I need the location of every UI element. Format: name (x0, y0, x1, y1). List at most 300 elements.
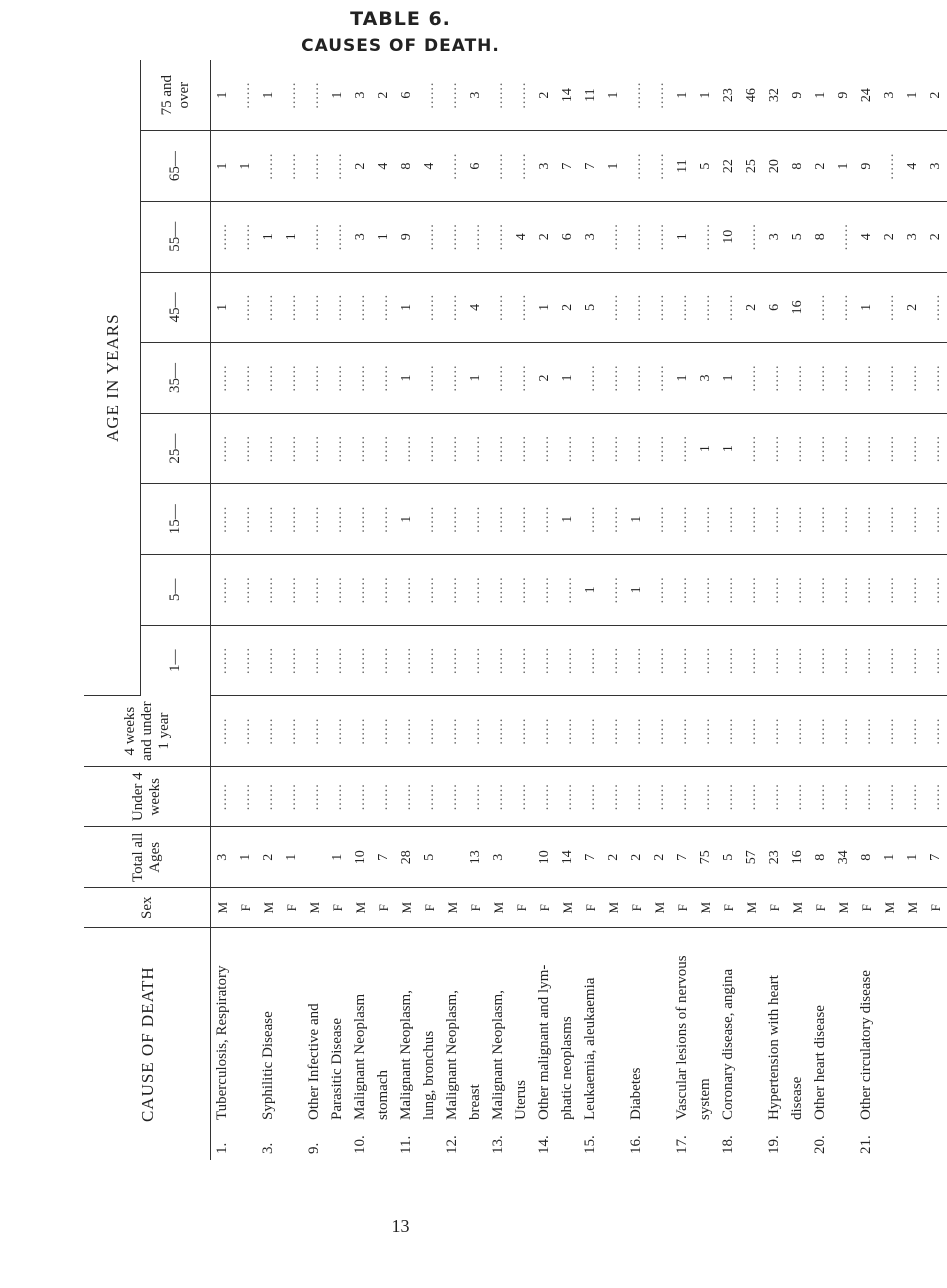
cause-cell (234, 928, 257, 1160)
age-value-cell: ...... (878, 413, 901, 484)
sex-cell: M (349, 888, 372, 928)
age-value-cell: 11 (671, 131, 694, 202)
age-value-cell: ...... (832, 201, 855, 272)
empty-cell: ...... (855, 766, 878, 827)
table-subtitle: CAUSES OF DEATH. (301, 36, 500, 56)
age-value-cell: 23 (717, 60, 740, 131)
table-row (441, 60, 464, 1160)
age-value-cell: ...... (602, 272, 625, 343)
age-value-cell: ...... (303, 625, 326, 696)
age-value-cell: ...... (257, 625, 280, 696)
age-value-cell: ...... (602, 555, 625, 626)
table-row (717, 60, 740, 1160)
total-cell: 7 (924, 827, 947, 888)
age-value-cell: ...... (763, 625, 786, 696)
age-value-cell: 1 (671, 60, 694, 131)
age-value-cell: 4 (418, 131, 441, 202)
age-value-cell: 2 (556, 272, 579, 343)
cause-cell (786, 928, 809, 1160)
age-value-cell: ...... (372, 413, 395, 484)
age-value-cell: 3 (349, 201, 372, 272)
age-value-cell: 5 (786, 201, 809, 272)
table-row (326, 60, 349, 1160)
empty-cell: ...... (717, 696, 740, 767)
cause-label: Malignant Neoplasm, (398, 990, 414, 1120)
age-value-cell: ...... (740, 625, 763, 696)
age-value-cell: ...... (280, 484, 303, 555)
cause-label: breast (467, 1084, 483, 1120)
age-value-cell: 16 (786, 272, 809, 343)
cause-cell (487, 928, 510, 1160)
age-value-cell: ...... (579, 413, 602, 484)
age-value-cell: ...... (326, 272, 349, 343)
sex-cell: F (280, 888, 303, 928)
total-cell: 2 (648, 827, 671, 888)
age-value-cell: 1 (809, 60, 832, 131)
cause-number: 20. (812, 1135, 828, 1154)
cause-label: Other malignant and lym- (536, 964, 552, 1120)
cause-label: phatic neoplasms (559, 1016, 575, 1120)
age-value-cell: ...... (809, 555, 832, 626)
age-value-cell: ...... (671, 625, 694, 696)
age-value-cell: 8 (809, 201, 832, 272)
age-value-cell: ...... (602, 201, 625, 272)
age-value-cell: ...... (694, 272, 717, 343)
empty-cell: ...... (349, 696, 372, 767)
cause-label: Other heart disease (812, 1005, 828, 1120)
age-value-cell: 7 (579, 131, 602, 202)
age-value-cell: ...... (510, 343, 533, 414)
empty-cell: ...... (326, 696, 349, 767)
empty-cell: ...... (441, 696, 464, 767)
cause-cell (372, 928, 395, 1160)
age-value-cell: ...... (211, 201, 235, 272)
age-value-cell: ...... (211, 555, 235, 626)
age-value-cell: 1 (533, 272, 556, 343)
age-value-cell: ...... (625, 201, 648, 272)
age-value-cell: ...... (602, 413, 625, 484)
age-value-cell: 1 (211, 60, 235, 131)
age-value-cell: ...... (487, 484, 510, 555)
age-value-cell: 1 (717, 413, 740, 484)
age-value-cell: ...... (740, 484, 763, 555)
age-value-cell: ...... (487, 343, 510, 414)
age-value-cell: ...... (648, 201, 671, 272)
age-value-cell: ...... (464, 625, 487, 696)
age-value-cell: 2 (740, 272, 763, 343)
total-cell: 57 (740, 827, 763, 888)
age-value-cell: ...... (832, 555, 855, 626)
age-value-cell: ...... (533, 413, 556, 484)
empty-cell: ...... (533, 766, 556, 827)
table-row (740, 60, 763, 1160)
empty-cell: ...... (602, 766, 625, 827)
cause-number: 19. (766, 1135, 782, 1154)
empty-cell: ...... (625, 696, 648, 767)
age-value-cell: ...... (349, 625, 372, 696)
age-value-cell: ...... (832, 484, 855, 555)
age-value-cell: 1 (579, 555, 602, 626)
age-value-cell: ...... (234, 272, 257, 343)
table-row (878, 60, 901, 1160)
table-row (211, 60, 235, 1160)
age-value-cell: ...... (372, 343, 395, 414)
empty-cell: ...... (326, 766, 349, 827)
age-value-cell: ...... (418, 413, 441, 484)
age-value-cell: ...... (326, 343, 349, 414)
table-row (809, 60, 832, 1160)
age-value-cell: ...... (671, 484, 694, 555)
age-value-cell: ...... (280, 131, 303, 202)
age-value-cell: ...... (648, 413, 671, 484)
cause-label: Syphilitic Disease (260, 1011, 276, 1120)
sex-cell: M (257, 888, 280, 928)
age-value-cell: 8 (786, 131, 809, 202)
age-header-0: 1— (141, 625, 211, 696)
age-header-5: 45— (141, 272, 211, 343)
total-cell: 1 (878, 827, 901, 888)
table-row (556, 60, 579, 1160)
cause-number: 16. (628, 1135, 644, 1154)
age-value-cell: ...... (625, 131, 648, 202)
age-value-cell: ...... (464, 484, 487, 555)
total-cell (510, 827, 533, 888)
sex-cell: F (234, 888, 257, 928)
cause-cell (763, 928, 786, 1160)
age-value-cell: ...... (211, 625, 235, 696)
total-cell: 34 (832, 827, 855, 888)
age-value-cell: ...... (487, 272, 510, 343)
4-weeks-under-1-year-header: 4 weeks and under 1 year (84, 696, 211, 767)
table-row (671, 60, 694, 1160)
cause-label: stomach (375, 1070, 391, 1120)
cause-cell (303, 928, 326, 1160)
age-value-cell: ...... (395, 413, 418, 484)
age-value-cell: 4 (901, 131, 924, 202)
empty-cell: ...... (487, 766, 510, 827)
age-value-cell: 1 (717, 343, 740, 414)
age-value-cell: ...... (740, 555, 763, 626)
table-row (786, 60, 809, 1160)
total-header: Total all Ages (84, 827, 211, 888)
sex-cell: M (740, 888, 763, 928)
empty-cell: ...... (487, 696, 510, 767)
empty-cell: ...... (280, 766, 303, 827)
age-value-cell: ...... (579, 343, 602, 414)
empty-cell: ...... (786, 766, 809, 827)
age-value-cell: 1 (211, 131, 235, 202)
age-header-7: 65— (141, 131, 211, 202)
age-value-cell: ...... (740, 413, 763, 484)
cause-cell (464, 928, 487, 1160)
cause-cell (671, 928, 694, 1160)
cause-label: Malignant Neoplasm (352, 993, 368, 1120)
empty-cell: ...... (694, 766, 717, 827)
age-value-cell: 6 (763, 272, 786, 343)
cause-number: 13. (490, 1135, 506, 1154)
empty-cell: ...... (924, 696, 947, 767)
age-in-years-header: AGE IN YEARS (84, 60, 141, 696)
cause-cell (855, 928, 878, 1160)
age-value-cell: 2 (533, 343, 556, 414)
empty-cell: ...... (740, 766, 763, 827)
age-header-1: 5— (141, 555, 211, 626)
age-value-cell: ...... (418, 484, 441, 555)
cause-cell (280, 928, 303, 1160)
total-cell: 3 (211, 827, 235, 888)
age-value-cell: ...... (717, 484, 740, 555)
age-value-cell: ...... (303, 201, 326, 272)
total-cell: 5 (418, 827, 441, 888)
sex-cell: M (303, 888, 326, 928)
age-value-cell: ...... (257, 272, 280, 343)
sex-cell: M (786, 888, 809, 928)
cause-number: 9. (306, 1142, 322, 1154)
cause-cell (441, 928, 464, 1160)
age-value-cell: ...... (326, 625, 349, 696)
age-value-cell: ...... (372, 625, 395, 696)
age-value-cell: ...... (924, 555, 947, 626)
cause-label: system (697, 1078, 713, 1120)
empty-cell: ...... (763, 766, 786, 827)
age-value-cell: 46 (740, 60, 763, 131)
cause-cell (625, 928, 648, 1160)
age-value-cell: 11 (579, 60, 602, 131)
total-cell: 1 (901, 827, 924, 888)
age-value-cell: ...... (464, 555, 487, 626)
table-row (832, 60, 855, 1160)
age-value-cell: 1 (602, 131, 625, 202)
age-value-cell: ...... (303, 484, 326, 555)
total-cell: 1 (234, 827, 257, 888)
empty-cell: ...... (211, 696, 235, 767)
age-value-cell: ...... (326, 131, 349, 202)
total-cell: 75 (694, 827, 717, 888)
empty-cell: ...... (878, 766, 901, 827)
age-value-cell: 9 (855, 131, 878, 202)
age-value-cell: ...... (786, 413, 809, 484)
age-value-cell: ...... (855, 625, 878, 696)
age-value-cell: ...... (855, 343, 878, 414)
cause-cell (418, 928, 441, 1160)
total-cell: 14 (556, 827, 579, 888)
age-value-cell: ...... (303, 343, 326, 414)
age-value-cell: ...... (441, 131, 464, 202)
age-value-cell: ...... (510, 131, 533, 202)
age-value-cell: 1 (671, 201, 694, 272)
age-value-cell: 3 (924, 131, 947, 202)
age-value-cell: 3 (763, 201, 786, 272)
age-value-cell: ...... (326, 555, 349, 626)
age-value-cell: 3 (579, 201, 602, 272)
age-value-cell: ...... (625, 625, 648, 696)
sex-cell: F (510, 888, 533, 928)
table-row (418, 60, 441, 1160)
empty-cell: ...... (579, 696, 602, 767)
age-header-2: 15— (141, 484, 211, 555)
cause-label: Hypertension with heart (766, 975, 782, 1120)
age-value-cell: 3 (349, 60, 372, 131)
age-value-cell: 2 (533, 60, 556, 131)
age-value-cell: 5 (579, 272, 602, 343)
age-value-cell: ...... (648, 272, 671, 343)
total-cell: 8 (809, 827, 832, 888)
sex-cell: M (441, 888, 464, 928)
age-value-cell: ...... (763, 484, 786, 555)
age-value-cell: 1 (855, 272, 878, 343)
cause-label: Diabetes (628, 1067, 644, 1120)
empty-cell: ...... (625, 766, 648, 827)
age-value-cell: 1 (372, 201, 395, 272)
age-value-cell: 24 (855, 60, 878, 131)
age-value-cell: ...... (717, 272, 740, 343)
age-value-cell: ...... (763, 343, 786, 414)
cause-cell (395, 928, 418, 1160)
cause-header: CAUSE OF DEATH (84, 928, 211, 1160)
total-cell: 7 (372, 827, 395, 888)
total-cell: 28 (395, 827, 418, 888)
empty-cell: ...... (349, 766, 372, 827)
age-value-cell: ...... (349, 272, 372, 343)
empty-cell: ...... (418, 766, 441, 827)
age-value-cell: 8 (395, 131, 418, 202)
total-cell: 3 (487, 827, 510, 888)
age-value-cell: ...... (901, 413, 924, 484)
age-value-cell: 10 (717, 201, 740, 272)
empty-cell: ...... (372, 696, 395, 767)
age-value-cell: ...... (832, 413, 855, 484)
cause-cell (579, 928, 602, 1160)
total-cell: 1 (280, 827, 303, 888)
cause-label: Other Infective and (306, 1003, 322, 1120)
age-value-cell: ...... (487, 555, 510, 626)
empty-cell: ...... (924, 766, 947, 827)
age-value-cell: ...... (418, 343, 441, 414)
age-value-cell: ...... (395, 625, 418, 696)
age-value-cell: 1 (326, 60, 349, 131)
table-row (763, 60, 786, 1160)
cause-cell (211, 928, 235, 1160)
age-value-cell: ...... (234, 60, 257, 131)
empty-cell: ...... (280, 696, 303, 767)
age-value-cell: 1 (671, 343, 694, 414)
age-value-cell: ...... (257, 131, 280, 202)
empty-cell: ...... (556, 766, 579, 827)
age-value-cell: ...... (510, 272, 533, 343)
age-value-cell: 1 (625, 555, 648, 626)
sex-cell: F (763, 888, 786, 928)
cause-number: 15. (582, 1135, 598, 1154)
empty-cell: ...... (441, 766, 464, 827)
table-row (349, 60, 372, 1160)
age-value-cell: ...... (395, 555, 418, 626)
age-value-cell: ...... (671, 413, 694, 484)
age-value-cell: ...... (234, 555, 257, 626)
age-value-cell: ...... (924, 272, 947, 343)
age-value-cell: ...... (556, 625, 579, 696)
age-value-cell: ...... (487, 201, 510, 272)
table-row (510, 60, 533, 1160)
empty-cell: ...... (257, 766, 280, 827)
age-value-cell: 1 (211, 272, 235, 343)
age-value-cell: 4 (464, 272, 487, 343)
age-value-cell: ...... (809, 272, 832, 343)
age-value-cell: ...... (372, 272, 395, 343)
age-value-cell: ...... (441, 60, 464, 131)
age-value-cell: ...... (280, 343, 303, 414)
table-row (924, 60, 947, 1160)
cause-cell (257, 928, 280, 1160)
age-value-cell: 2 (878, 201, 901, 272)
age-value-cell: ...... (533, 484, 556, 555)
cause-label: Uterus (513, 1080, 529, 1120)
cause-cell (740, 928, 763, 1160)
total-cell: 13 (464, 827, 487, 888)
under-4-weeks-header: Under 4 weeks (84, 766, 211, 827)
age-value-cell: ...... (924, 343, 947, 414)
empty-cell: ...... (901, 766, 924, 827)
age-header-4: 35— (141, 343, 211, 414)
age-value-cell: 7 (556, 131, 579, 202)
sex-cell: F (326, 888, 349, 928)
table-row (855, 60, 878, 1160)
sex-cell: F (809, 888, 832, 928)
age-value-cell: 4 (372, 131, 395, 202)
age-value-cell: ...... (418, 625, 441, 696)
age-value-cell: 3 (533, 131, 556, 202)
age-value-cell: ...... (648, 555, 671, 626)
age-value-cell: ...... (786, 625, 809, 696)
cause-cell (326, 928, 349, 1160)
age-value-cell: ...... (740, 343, 763, 414)
age-value-cell: ...... (234, 343, 257, 414)
empty-cell: ...... (832, 696, 855, 767)
age-value-cell: ...... (671, 555, 694, 626)
cause-label: lung, bronchus (421, 1030, 437, 1120)
age-value-cell: ...... (303, 131, 326, 202)
age-value-cell: ...... (832, 343, 855, 414)
age-value-cell: ...... (763, 413, 786, 484)
age-value-cell: ...... (648, 484, 671, 555)
sex-cell: M (694, 888, 717, 928)
age-value-cell: ...... (832, 625, 855, 696)
age-value-cell: 1 (625, 484, 648, 555)
cause-number: 10. (352, 1135, 368, 1154)
age-value-cell: 4 (855, 201, 878, 272)
empty-cell: ...... (694, 696, 717, 767)
age-value-cell: ...... (303, 60, 326, 131)
empty-cell: ...... (602, 696, 625, 767)
age-value-cell: ...... (441, 272, 464, 343)
cause-cell (556, 928, 579, 1160)
age-value-cell: 9 (786, 60, 809, 131)
age-value-cell: 6 (395, 60, 418, 131)
age-value-cell: ...... (326, 484, 349, 555)
total-cell: 2 (602, 827, 625, 888)
sex-cell: F (625, 888, 648, 928)
age-value-cell: ...... (786, 555, 809, 626)
age-value-cell: ...... (510, 484, 533, 555)
age-value-cell: 14 (556, 60, 579, 131)
age-value-cell: ...... (487, 60, 510, 131)
sex-cell: M (556, 888, 579, 928)
cause-cell (878, 928, 901, 1160)
age-value-cell: ...... (648, 343, 671, 414)
age-value-cell: 3 (464, 60, 487, 131)
age-value-cell: ...... (924, 625, 947, 696)
age-value-cell: ...... (257, 484, 280, 555)
total-cell: 10 (533, 827, 556, 888)
